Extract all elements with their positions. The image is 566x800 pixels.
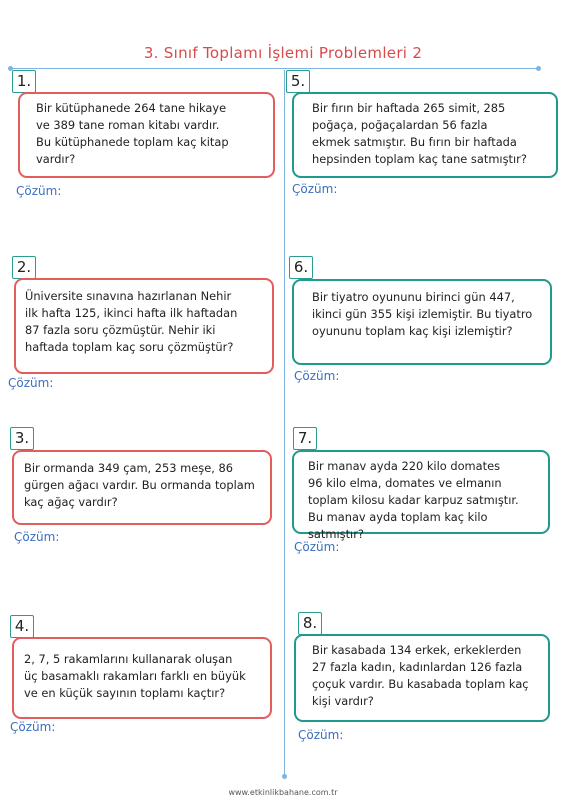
problem-box xyxy=(12,450,272,525)
problem-box xyxy=(14,278,274,374)
problem-number: 1. xyxy=(12,70,36,93)
problem-text: Bir kasabada 134 erkek, erkeklerden 27 fazla kadın, kadınlardan 126 fazla çoçuk vardır. Bu kasabada toplam kaç kişi vardır? xyxy=(312,643,529,708)
problem-box xyxy=(292,92,558,178)
problem-text: 2, 7, 5 rakamlarını kullanarak oluşan üç basamaklı rakamları farklı en büyük ve en küçük sayının toplamı kaçtır? xyxy=(24,652,246,700)
problem-box xyxy=(292,450,550,541)
divider-dot xyxy=(536,66,541,71)
header-divider xyxy=(10,68,538,69)
problem-number: 6. xyxy=(289,256,313,279)
problem-text: Bir manav ayda 220 kilo domates 96 kilo elma, domates ve elmanın toplam kilosu kadar karpuz satmıştır. Bu manav ayda toplam kaç kilo satmıştır? xyxy=(308,459,519,541)
problem-box xyxy=(18,92,275,178)
problem-text: Bir kütüphanede 264 tane hikaye ve 389 tane roman kitabı vardır. Bu kütüphanede toplam kaç kitap vardır? xyxy=(36,101,229,166)
solution-label: Çözüm: xyxy=(10,720,56,734)
divider-dot xyxy=(282,774,287,779)
solution-label: Çözüm: xyxy=(294,540,340,554)
problem-text: Bir fırın bir haftada 265 simit, 285 poğaça, poğaçalardan 56 fazla ekmek satmıştır. Bu fırın bir haftada hepsinden toplam kaç tane satmıştır? xyxy=(312,101,527,166)
solution-label: Çözüm: xyxy=(298,728,344,742)
solution-label: Çözüm: xyxy=(294,369,340,383)
problem-number: 5. xyxy=(286,70,310,93)
problem-number: 4. xyxy=(10,615,34,638)
page-title: 3. Sınıf Toplamı İşlemi Problemleri 2 xyxy=(143,44,423,62)
problem-number: 2. xyxy=(12,256,36,279)
problem-text: Bir tiyatro oyununu birinci gün 447, ikinci gün 355 kişi izlemiştir. Bu tiyatro oyununu toplam kaç kişi izlemiştir? xyxy=(312,290,533,338)
problem-number: 3. xyxy=(10,427,34,450)
solution-label: Çözüm: xyxy=(292,182,338,196)
problem-number: 7. xyxy=(293,427,317,450)
footer-url: www.etkinlikbahane.com.tr xyxy=(228,788,338,797)
problem-text: Bir ormanda 349 çam, 253 meşe, 86 gürgen ağacı vardır. Bu ormanda toplam kaç ağaç vardır? xyxy=(24,461,255,509)
problem-box xyxy=(12,637,272,719)
solution-label: Çözüm: xyxy=(8,376,54,390)
problem-text: Üniversite sınavına hazırlanan Nehir ilk hafta 125, ikinci hafta ilk haftadan 87 fazla soru çözmüştür. Nehir iki haftada toplam kaç soru çözmüştür? xyxy=(25,289,238,354)
problem-box xyxy=(294,634,550,722)
problem-number: 8. xyxy=(298,612,322,635)
solution-label: Çözüm: xyxy=(16,184,62,198)
column-divider xyxy=(284,70,285,778)
solution-label: Çözüm: xyxy=(14,530,60,544)
problem-box xyxy=(292,279,552,365)
